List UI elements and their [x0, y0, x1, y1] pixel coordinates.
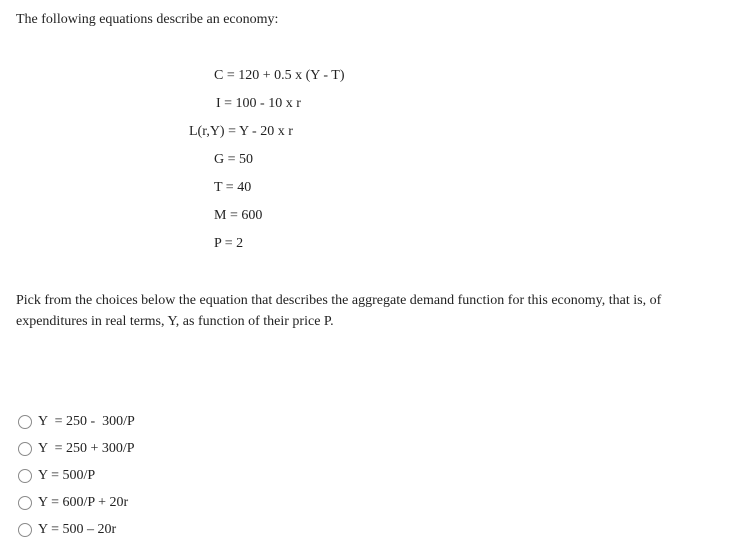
- equation-money-supply: M = 600: [214, 208, 263, 223]
- equation-money-demand: L(r,Y) = Y - 20 x r: [189, 124, 293, 139]
- equation-government: G = 50: [214, 152, 254, 167]
- radio-button[interactable]: [18, 496, 32, 510]
- radio-button[interactable]: [18, 523, 32, 537]
- choice-option-2[interactable]: [16, 435, 135, 462]
- choice-option-3[interactable]: [16, 462, 135, 489]
- question-prompt: Pick from the choices below the equation that describes the aggregate demand function for this economy, that is, of expenditures in real terms, Y, as function of their price P.: [16, 293, 662, 329]
- choice-label: Y = 500 – 20r: [38, 521, 117, 537]
- equation-investment: I = 100 - 10 x r: [216, 96, 301, 111]
- choice-option-4[interactable]: [16, 489, 135, 516]
- answer-choices: [16, 408, 135, 543]
- question-intro: The following equations describe an economy:: [16, 12, 279, 27]
- equation-taxes: T = 40: [214, 180, 252, 195]
- radio-button[interactable]: [18, 442, 32, 456]
- equation-consumption: C = 120 + 0.5 x (Y - T): [214, 68, 345, 83]
- choice-option-5[interactable]: [16, 516, 135, 543]
- choice-label: Y = 250 - 300/P: [38, 413, 135, 429]
- choice-label: Y = 600/P + 20r: [38, 494, 129, 510]
- choice-label: Y = 500/P: [38, 467, 96, 483]
- choice-label: Y = 250 + 300/P: [38, 440, 135, 456]
- radio-button[interactable]: [18, 469, 32, 483]
- choice-option-1[interactable]: [16, 408, 135, 435]
- radio-button[interactable]: [18, 415, 32, 429]
- equation-price-level: P = 2: [214, 236, 244, 251]
